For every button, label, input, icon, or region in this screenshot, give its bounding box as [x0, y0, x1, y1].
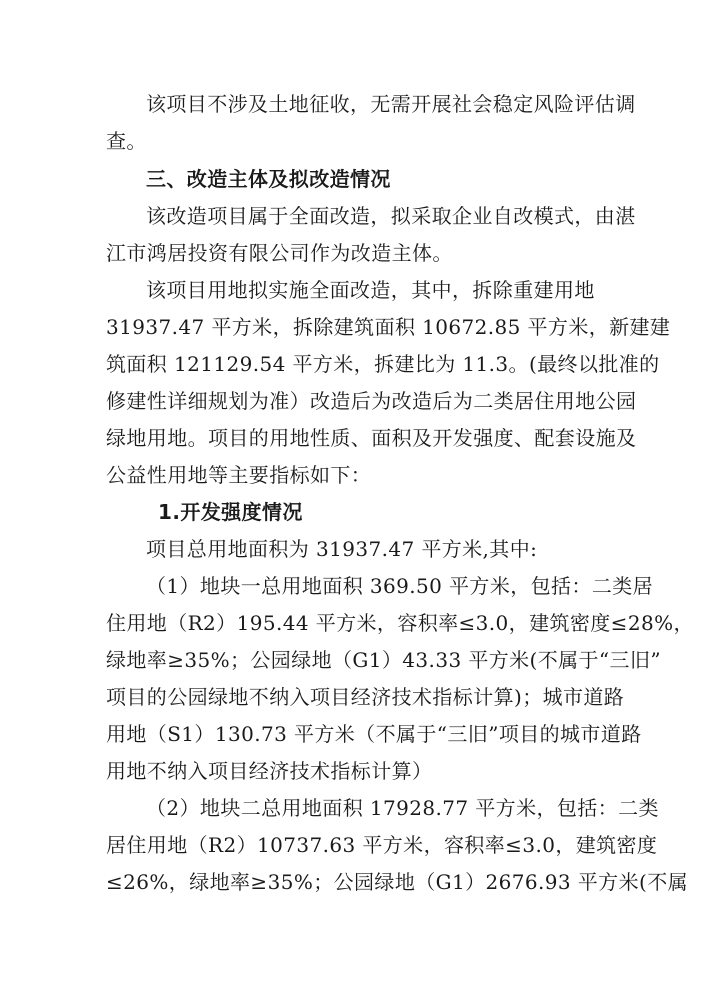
- paragraph-line: 该项目用地拟实施全面改造，其中，拆除重建用地: [146, 278, 595, 302]
- paragraph-line: 江市鸿居投资有限公司作为改造主体。: [106, 241, 453, 265]
- paragraph-line: 住用地（R2）195.44 平方米，容积率≤3.0，建筑密度≤28%，: [106, 611, 694, 635]
- paragraph-line: 绿地率≥35%；公园绿地（G1）43.33 平方米(不属于“三旧”: [106, 648, 661, 672]
- paragraph-line: 绿地用地。项目的用地性质、面积及开发强度、配套设施及: [106, 426, 637, 450]
- paragraph-line: 居住用地（R2）10737.63 平方米，容积率≤3.0，建筑密度: [106, 833, 658, 857]
- paragraph-line: 修建性详细规划为准）改造后为改造后为二类居住用地公园: [106, 389, 637, 413]
- paragraph-line: 项目的公园绿地不纳入项目经济技术指标计算)；城市道路: [106, 685, 625, 709]
- paragraph-line: 该项目不涉及土地征收，无需开展社会稳定风险评估调: [146, 92, 636, 116]
- paragraph-line: 项目总用地面积为 31937.47 平方米,其中:: [146, 537, 538, 561]
- paragraph-line: （2）地块二总用地面积 17928.77 平方米，包括：二类: [146, 796, 659, 820]
- paragraph-line: 查。: [106, 129, 147, 153]
- paragraph-line: （1）地块一总用地面积 369.50 平方米，包括：二类居: [146, 574, 654, 598]
- subsection-heading: 1.开发强度情况: [158, 500, 303, 524]
- paragraph-line: 公益性用地等主要指标如下：: [106, 463, 372, 487]
- paragraph-line: ≤26%，绿地率≥35%；公园绿地（G1）2676.93 平方米(不属: [106, 870, 688, 894]
- section-heading: 三、改造主体及拟改造情况: [146, 167, 391, 191]
- paragraph-line: 用地不纳入项目经济技术指标计算）: [106, 759, 433, 783]
- paragraph-line: 用地（S1）130.73 平方米（不属于“三旧”项目的城市道路: [106, 722, 642, 746]
- paragraph-line: 筑面积 121129.54 平方米，拆建比为 11.3。(最终以批准的: [106, 352, 660, 376]
- paragraph-line: 该改造项目属于全面改造，拟采取企业自改模式，由湛: [146, 204, 636, 228]
- paragraph-line: 31937.47 平方米，拆除建筑面积 10672.85 平方米，新建建: [106, 315, 671, 339]
